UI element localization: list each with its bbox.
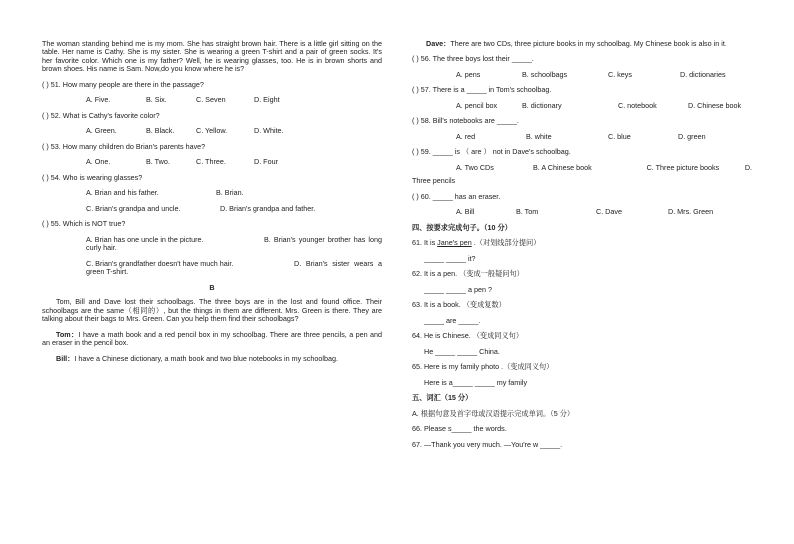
speaker-bill: Bill： [56,353,75,363]
option: D. green [678,131,706,141]
question-53-options [42,158,382,166]
option: A. red [456,131,476,141]
option: B. dictionary [522,100,562,110]
sentence-62-answer[interactable]: _____ _____ a pen ? [424,284,492,294]
option: C. notebook [618,100,657,110]
option: A. Two CDs [456,162,494,172]
question-58: ( ) 58. Bill's notebooks are _____. [412,116,519,126]
option: A. One. [86,157,111,167]
sentence-61 [412,239,752,247]
dave-statement [412,40,752,48]
option: C. Brian's grandpa and uncle. [86,203,181,213]
speaker-dave: Dave： [426,39,451,48]
option: A. Five. [86,95,111,105]
question-53: ( ) 53. How many children do Brian's parents have? [42,141,206,151]
option: D. Brian's grandpa and father. [220,203,316,213]
option: D. [744,162,752,172]
question-52: ( ) 52. What is Cathy's favorite color? [42,110,160,120]
question-60: ( ) 60. _____ has an eraser. [412,191,501,201]
question-54-options-row1 [42,189,382,197]
option: B. white [526,131,552,141]
question-60-options [412,208,752,216]
question-59-tail: Three pencils [412,176,456,186]
option: C. Brian's grandfather doesn't have much hair. [86,258,234,268]
sentence-65-answer[interactable]: Here is a_____ _____ my family [424,377,528,387]
option: D. Four [254,157,278,167]
option: A. Bill [456,207,475,217]
question-55: ( ) 55. Which is NOT true? [42,219,126,229]
option: A. pens [456,69,481,79]
question-54: ( ) 54. Who is wearing glasses? [42,172,143,182]
option: D. Eight [254,95,280,105]
question-56-options [412,71,752,79]
option: C. keys [608,69,632,79]
option: B. Six. [146,95,167,105]
option: A. Brian has one uncle in the picture. [86,234,204,244]
sentence-66[interactable]: 66. Please s_____ the words. [412,424,507,434]
option: C. Dave [596,207,622,217]
passage-a: The woman standing behind me is my mom. She has straight brown hair. There is a little girl sitting on the table. Her name is Cathy. She is my sister. She is wearing a green T-shirt and a pair of green socks. It's her favorite color. Which one is my father? Well, he is wearing glasses, too. He is in brown shorts and brown shoes. His name is Sam. Now,do you know where he is? [42,39,382,74]
option: B. A Chinese book [533,162,592,172]
sentence-62: 62. It is a pen. （变成一般疑问句） [412,269,524,279]
option: B. Two. [146,157,170,167]
question-58-options [412,133,752,141]
question-57-options [412,102,752,110]
speaker-tom: Tom： [56,329,79,339]
option: B. schoolbags [522,69,568,79]
bill-text: I have a Chinese dictionary, a math book and two blue notebooks in my schoolbag. [74,353,338,363]
passage-b: Tom, Bill and Dave lost their schoolbags. The three boys are in the lost and found office. Their schoolbags are the same（相同的）, but the things in them are different. Mrs. Green is there. They are talking about their bags to Mrs. Green. Can you help them find their schoolbags? [42,297,382,324]
sentence-61-answer[interactable]: _____ _____ it? [424,253,476,263]
option: C. Yellow. [196,126,228,136]
option: B. Brian's younger brother has long curly hair. [86,234,382,253]
sentence-67[interactable]: 67. —Thank you very much. —You're w _____. [412,439,563,449]
option: D. dictionaries [680,69,726,79]
question-52-options [42,127,382,135]
sentence-63-answer[interactable]: _____ are _____. [424,315,481,325]
option: B. Tom [516,207,539,217]
question-55-ab [42,236,382,253]
section-5a-instructions: A. 根据句意及首字母或汉语提示完成单词。（5 分） [412,408,575,418]
bill-statement [42,355,382,363]
question-54-options-row2 [42,205,382,213]
question-51: ( ) 51. How many people are there in the passage? [42,79,204,89]
option: B. Black. [146,126,175,136]
option: D. Chinese book [688,100,742,110]
sentence-64: 64. He is Chinese. （变成同义句） [412,331,524,341]
section-4-heading: 四、按要求完成句子。（10 分） [412,222,512,232]
question-57: ( ) 57. There is a _____ in Tom's schoolbag. [412,85,552,95]
left-column [42,40,382,370]
option: C. Three picture books [646,162,720,172]
section-5-heading: 五、词汇（15 分） [412,393,473,403]
sentence-63: 63. It is a book. （变成复数） [412,300,506,310]
sentence-64-answer[interactable]: He _____ _____ China. [424,346,500,356]
option: A. Green. [86,126,117,136]
option: D. White. [254,126,284,136]
sentence-65: 65. Here is my family photo .（变成同义句） [412,362,554,372]
option: A. pencil box [456,100,498,110]
option: C. blue [608,131,631,141]
option: D. Brian's sister wears a green T-shirt. [86,258,382,277]
dave-text: There are two CDs, three picture books in my schoolbag. My Chinese book is also in it. [450,39,727,48]
s61-underlined: Jane's pen [437,238,472,248]
question-51-options [42,96,382,104]
option: C. Three. [196,157,226,167]
question-55-cd [42,260,382,277]
s61-suffix: .（对划线部分提问） [471,238,541,248]
option: D. Mrs. Green [668,207,714,217]
question-59-options [412,164,752,172]
option: B. Brian. [216,188,244,198]
option: A. Brian and his father. [86,188,159,198]
tom-statement [42,331,382,348]
section-b-heading: B [209,282,215,292]
tom-text: I have a math book and a red pencil box in my schoolbag. There are three pencils, a pen and an eraser in the pencil box. [42,329,382,348]
right-column [412,40,752,456]
question-59: ( ) 59. _____ is （ are ） not in Dave's schoolbag. [412,147,571,157]
option: C. Seven [196,95,226,105]
question-56: ( ) 56. The three boys lost their _____. [412,54,534,64]
s61-prefix: 61. It is [412,238,438,248]
